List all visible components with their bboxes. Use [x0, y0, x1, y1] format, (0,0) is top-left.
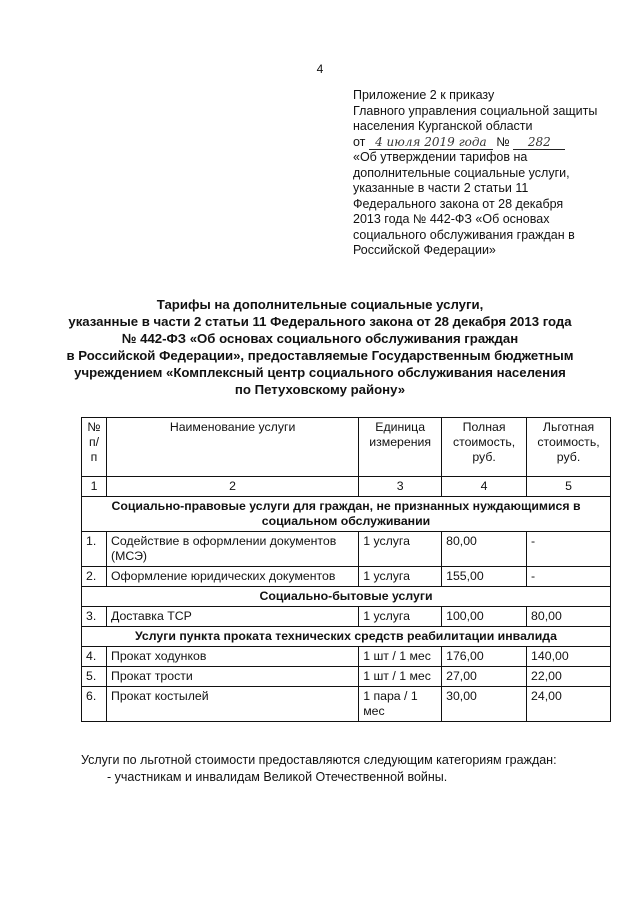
- row-unit: 1 пара / 1 мес: [359, 687, 442, 722]
- row-unit: 1 шт / 1 мес: [359, 667, 442, 687]
- section-row: [82, 627, 611, 647]
- appendix-line: Российской Федерации»: [353, 243, 496, 257]
- appendix-line: населения Курганской области: [353, 119, 533, 133]
- row-number: 2.: [82, 567, 107, 587]
- from-label: от: [353, 134, 366, 149]
- appendix-line: указанные в части 2 статьи 11: [353, 181, 529, 195]
- row-discount-price: -: [527, 532, 611, 567]
- table-header-row: [82, 418, 611, 477]
- document-title: [60, 296, 580, 398]
- appendix-block: [353, 88, 623, 259]
- column-number: 1: [82, 477, 107, 497]
- row-service-name: Прокат трости: [106, 667, 358, 687]
- row-unit: 1 услуга: [359, 607, 442, 627]
- appendix-line: «Об утверждении тарифов на: [353, 150, 528, 164]
- row-service-name: Доставка ТСР: [106, 607, 358, 627]
- table-row: [82, 567, 611, 587]
- header-cell-service: Наименование услуги: [106, 418, 358, 477]
- row-service-name: Прокат ходунков: [106, 647, 358, 667]
- row-discount-price: 80,00: [527, 607, 611, 627]
- page-number: 4: [316, 62, 324, 76]
- section-title: Услуги пункта проката технических средств реабилитации инвалида: [82, 627, 611, 647]
- column-number-row: [82, 477, 611, 497]
- table-row: [82, 607, 611, 627]
- row-full-price: 27,00: [442, 667, 527, 687]
- title-line: Тарифы на дополнительные социальные услуги,: [156, 297, 484, 312]
- title-line: по Петуховскому району»: [234, 382, 406, 397]
- title-line: в Российской Федерации», предоставляемые Государственным бюджетным: [66, 348, 574, 363]
- row-discount-price: 24,00: [527, 687, 611, 722]
- header-cell-full-price: Полная стоимость, руб.: [442, 418, 527, 477]
- row-discount-price: 140,00: [527, 647, 611, 667]
- row-discount-price: 22,00: [527, 667, 611, 687]
- appendix-line: Приложение 2 к приказу: [353, 88, 495, 102]
- table-row: [82, 667, 611, 687]
- appendix-line: дополнительные социальные услуги,: [353, 165, 570, 180]
- row-number: 5.: [82, 667, 107, 687]
- row-number: 3.: [82, 607, 107, 627]
- section-row: [82, 587, 611, 607]
- appendix-line: социального обслуживания граждан в: [353, 227, 575, 242]
- row-service-name: Оформление юридических документов: [106, 567, 358, 587]
- appendix-date-line: [353, 135, 623, 151]
- table-row: [82, 532, 611, 567]
- appendix-line: Федерального закона от 28 декабря: [353, 196, 564, 211]
- header-cell-number: № п/п: [82, 418, 107, 477]
- handwritten-date: 4 июля 2019 года: [369, 136, 493, 150]
- title-line: учреждением «Комплексный центр социального обслуживания населения: [74, 365, 566, 380]
- row-unit: 1 шт / 1 мес: [359, 647, 442, 667]
- title-line: № 442-ФЗ «Об основах социального обслуживания граждан: [121, 331, 519, 346]
- column-number: 3: [359, 477, 442, 497]
- row-unit: 1 услуга: [359, 567, 442, 587]
- row-full-price: 100,00: [442, 607, 527, 627]
- tariffs-table: [81, 417, 611, 722]
- row-discount-price: -: [527, 567, 611, 587]
- header-cell-discount-price: Льготная стоимость, руб.: [527, 418, 611, 477]
- title-line: указанные в части 2 статьи 11 Федерального закона от 28 декабря 2013 года: [68, 314, 572, 329]
- section-row: [82, 497, 611, 532]
- section-title: Социально-бытовые услуги: [82, 587, 611, 607]
- header-cell-unit: Единица измерения: [359, 418, 442, 477]
- row-number: 4.: [82, 647, 107, 667]
- column-number: 4: [442, 477, 527, 497]
- table-row: [82, 687, 611, 722]
- row-number: 1.: [82, 532, 107, 567]
- row-full-price: 176,00: [442, 647, 527, 667]
- section-title: Социально-правовые услуги для граждан, не признанных нуждающимися в социальном обслуживании: [82, 497, 611, 532]
- appendix-line: 2013 года № 442-ФЗ «Об основах: [353, 212, 550, 226]
- number-label: №: [496, 134, 510, 149]
- row-number: 6.: [82, 687, 107, 722]
- row-service-name: Прокат костылей: [106, 687, 358, 722]
- row-full-price: 155,00: [442, 567, 527, 587]
- row-full-price: 30,00: [442, 687, 527, 722]
- appendix-line: Главного управления социальной защиты: [353, 103, 598, 118]
- footer-note: [81, 752, 621, 786]
- handwritten-number: 282: [513, 136, 565, 150]
- footer-line: - участникам и инвалидам Великой Отечественной войны.: [107, 770, 448, 784]
- table-row: [82, 647, 611, 667]
- column-number: 5: [527, 477, 611, 497]
- footer-line: Услуги по льготной стоимости предоставляются следующим категориям граждан:: [81, 753, 557, 767]
- column-number: 2: [106, 477, 358, 497]
- row-unit: 1 услуга: [359, 532, 442, 567]
- row-service-name: Содействие в оформлении документов (МСЭ): [106, 532, 358, 567]
- row-full-price: 80,00: [442, 532, 527, 567]
